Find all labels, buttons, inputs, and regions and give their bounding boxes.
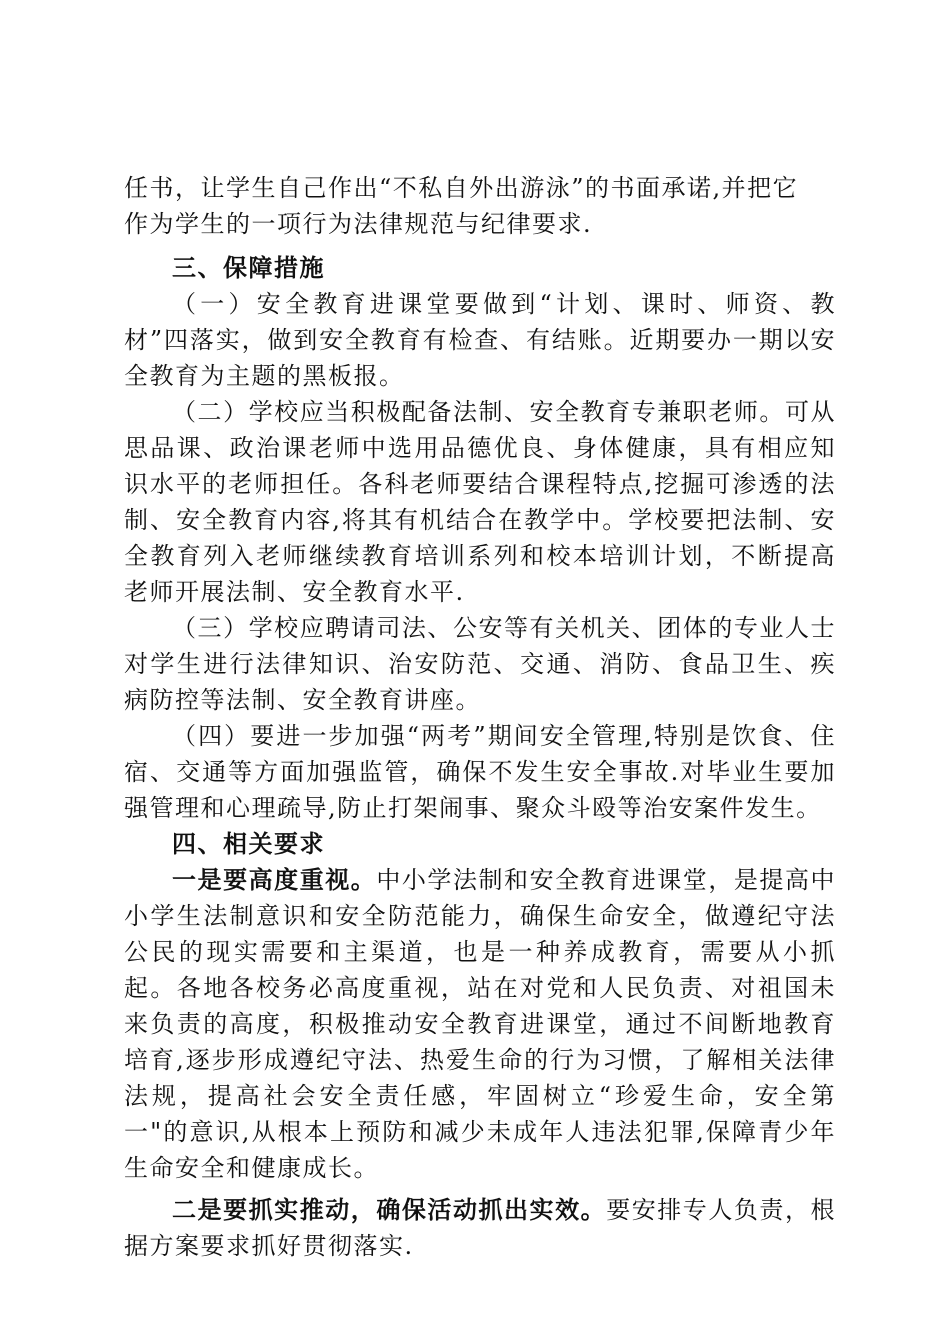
requirement-1-lead: 一是要高度重视。 — [172, 865, 377, 894]
section-heading-3: 三、保障措施 — [172, 253, 325, 282]
requirement-2-text: 要安排专人负责，根据方案要求抓好贯彻落实. — [124, 1196, 837, 1260]
requirement-2-lead: 二是要抓实推动，确保活动抓出实效。 — [172, 1195, 607, 1224]
section3-item-2: （二）学校应当积极配备法制、安全教育专兼职老师。可从思品课、政治课老师中选用品德优良、身体健康，具有相应知识水平的老师担任。各科老师要结合课程特点,挖掘可渗透的法制、安全教育内容,将其有机结合在教学中。学校要把法制、安全教育列入老师继续教育培训系列和校本培训计划，不断提高老师开展法制、安全教育水平. — [124, 398, 836, 606]
intro-paragraph — [124, 170, 836, 242]
section3-item-3: （三）学校应聘请司法、公安等有关机关、团体的专业人士对学生进行法律知识、治安防范、交通、消防、食品卫生、疾病防控等法制、安全教育讲座。 — [124, 614, 836, 714]
section3-item-4: （四）要进一步加强“两考”期间安全管理,特别是饮食、住宿、交通等方面加强监管，确保不发生安全事故.对毕业生要加强管理和心理疏导,防止打架闹事、聚众斗殴等治安案件发生。 — [124, 722, 836, 822]
requirement-2 — [124, 1192, 836, 1264]
intro-line-1: 任书，让学生自己作出“不私自外出游泳”的书面承诺,并把它 — [124, 174, 799, 202]
requirement-1 — [124, 862, 836, 1186]
requirement-1-text: 中小学法制和安全教育进课堂，是提高中小学生法制意识和安全防范能力，确保生命安全，做遵纪守法公民的现实需要和主渠道，也是一种养成教育，需要从小抓起。各地各校务必高度重视，站在对党和人民负责、对祖国未来负责的高度，积极推动安全教育进课堂，通过不间断地教育培育,逐步形成遵纪守法、热爱生命的行为习惯，了解相关法律法规，提高社会安全责任感，牢固树立“珍爱生命，安全第一"的意识,从根本上预防和减少未成年人违法犯罪,保障青少年生命安全和健康成长。 — [124, 866, 837, 1182]
section-heading-4: 四、相关要求 — [172, 829, 325, 858]
section3-item-1: （一）安全教育进课堂要做到“计划、课时、师资、教材”四落实，做到安全教育有检查、有结账。近期要办一期以安全教育为主题的黑板报。 — [124, 290, 836, 390]
intro-line-2: 作为学生的一项行为法律规范与纪律要求. — [124, 210, 593, 238]
document-body — [124, 170, 836, 1264]
